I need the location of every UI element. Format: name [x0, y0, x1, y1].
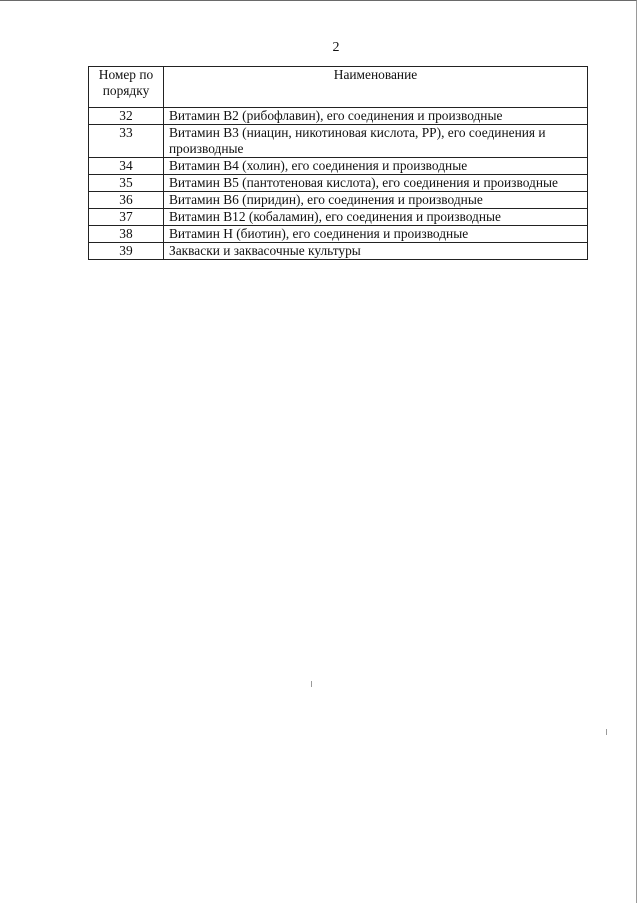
table-row: [89, 209, 588, 226]
header-name: Наименование: [164, 67, 588, 108]
table-row: [89, 243, 588, 260]
row-number: 34: [89, 158, 164, 175]
row-name: Витамин Н (биотин), его соединения и производные: [164, 226, 588, 243]
row-number: 37: [89, 209, 164, 226]
row-name: Витамин В5 (пантотеновая кислота), его соединения и производные: [164, 175, 588, 192]
row-number: 38: [89, 226, 164, 243]
row-number: 39: [89, 243, 164, 260]
header-number: Номер по порядку: [89, 67, 164, 108]
row-number: 32: [89, 108, 164, 125]
table-row: [89, 125, 588, 158]
row-number: 33: [89, 125, 164, 158]
row-name: Витамин В2 (рибофлавин), его соединения и производные: [164, 108, 588, 125]
row-number: 36: [89, 192, 164, 209]
row-name: Витамин В3 (ниацин, никотиновая кислота, РР), его соединения и производные: [164, 125, 588, 158]
table-row: [89, 108, 588, 125]
row-name: Витамин В12 (кобаламин), его соединения и производные: [164, 209, 588, 226]
page-number: 2: [332, 40, 340, 55]
row-number: 35: [89, 175, 164, 192]
scan-speck: [311, 681, 312, 687]
table-header-row: [89, 67, 588, 108]
row-name: Закваски и заквасочные культуры: [164, 243, 588, 260]
row-name: Витамин В6 (пиридин), его соединения и производные: [164, 192, 588, 209]
items-table: [88, 66, 588, 260]
table-row: [89, 192, 588, 209]
table-row: [89, 175, 588, 192]
row-name: Витамин В4 (холин), его соединения и производные: [164, 158, 588, 175]
scan-speck: [606, 729, 607, 735]
table-row: [89, 226, 588, 243]
table-row: [89, 158, 588, 175]
